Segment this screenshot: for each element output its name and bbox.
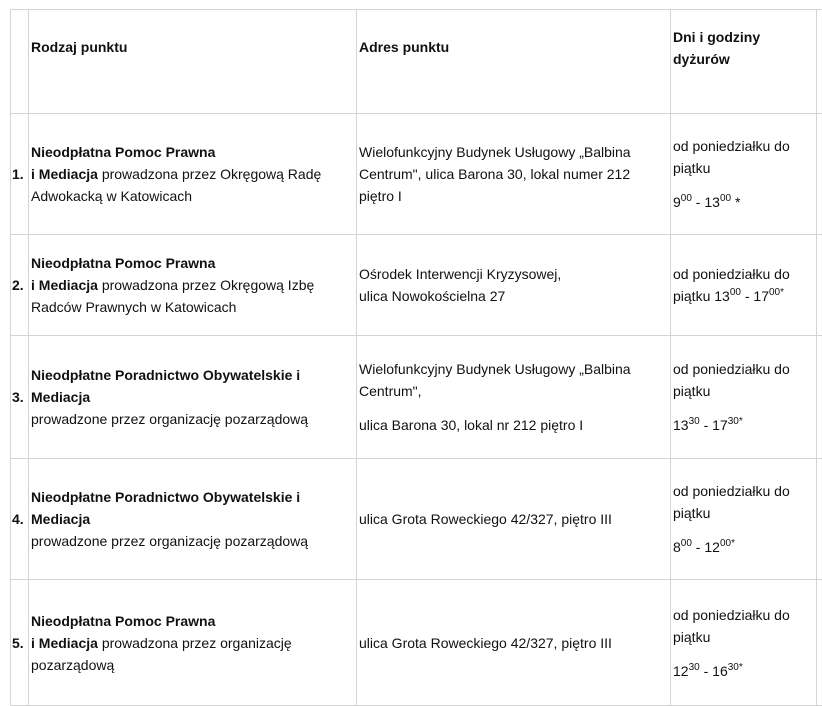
table-row <box>11 336 822 459</box>
point-type-bold-2: Mediacja <box>31 511 90 527</box>
point-type-bold: Nieodpłatna Pomoc Prawna <box>31 144 215 160</box>
extra-cell <box>817 336 822 459</box>
hours-time: $13^{30} - 17^{30*}$ <box>673 417 743 433</box>
point-hours-cell <box>671 459 817 580</box>
row-number: 2. <box>11 235 29 336</box>
point-address-cell <box>357 580 671 706</box>
point-type-desc: prowadzona przez Okręgową Radę Adwokacką w Katowicach <box>31 166 321 204</box>
extra-cell <box>817 235 822 336</box>
point-hours-cell <box>671 336 817 459</box>
hours-days: od poniedziałku do piątku <box>673 607 790 645</box>
hours-time: $8^{00} - 12^{00*}$ <box>673 539 735 555</box>
point-type-bold: Nieodpłatne Poradnictwo Obywatelskie i <box>31 489 300 505</box>
table-row <box>11 235 822 336</box>
table-row <box>11 114 822 235</box>
point-address-cell <box>357 235 671 336</box>
extra-cell <box>817 580 822 706</box>
point-address-cell <box>357 114 671 235</box>
header-address: Adres punktu <box>357 10 671 114</box>
point-address-line: Ośrodek Interwencji Kryzysowej, <box>359 266 561 282</box>
hours-days: od poniedziałku do piątku <box>673 361 790 399</box>
header-hours-line1: Dni i godziny <box>673 29 760 45</box>
point-type-cell <box>29 459 357 580</box>
hours-days: od poniedziałku do piątku <box>673 266 790 304</box>
extra-cell <box>817 459 822 580</box>
hours-days: od poniedziałku do piątku <box>673 138 790 176</box>
point-type-bold-2: i Mediacja <box>31 277 98 293</box>
row-number: 4. <box>11 459 29 580</box>
point-address-line: ulica Grota Roweckiego 42/327, piętro III <box>359 635 612 651</box>
duty-points-table <box>10 9 822 706</box>
header-hours <box>671 10 817 114</box>
extra-cell <box>817 114 822 235</box>
hours-time: $12^{30} - 16^{30*}$ <box>673 663 743 679</box>
header-type: Rodzaj punktu <box>29 10 357 114</box>
hours-days: od poniedziałku do piątku <box>673 483 790 521</box>
point-type-bold-2: i Mediacja <box>31 166 98 182</box>
hours-time: $13^{00} - 17^{00*}$ <box>714 288 784 304</box>
point-type-desc: prowadzona przez Okręgową Izbę Radców Prawnych w Katowicach <box>31 277 314 315</box>
point-type-cell <box>29 235 357 336</box>
point-type-desc: prowadzone przez organizację pozarządową <box>31 411 308 427</box>
point-hours-cell <box>671 235 817 336</box>
point-hours-cell <box>671 580 817 706</box>
table-header-row <box>11 10 822 114</box>
point-address-cell <box>357 336 671 459</box>
point-address-line-2: ulica Barona 30, lokal nr 212 piętro I <box>359 417 583 433</box>
point-type-bold-2: i Mediacja <box>31 635 98 651</box>
header-extra-cell <box>817 10 822 114</box>
point-type-desc: prowadzona przez organizację pozarządową <box>31 635 292 673</box>
point-type-cell <box>29 114 357 235</box>
row-number: 5. <box>11 580 29 706</box>
point-address-line: Wielofunkcyjny Budynek Usługowy „Balbina Centrum", <box>359 361 631 399</box>
point-type-bold: Nieodpłatna Pomoc Prawna <box>31 613 215 629</box>
table-row <box>11 459 822 580</box>
row-number: 3. <box>11 336 29 459</box>
point-address-line: ulica Grota Roweckiego 42/327, piętro III <box>359 511 612 527</box>
point-address-line-2: ulica Nowokościelna 27 <box>359 288 505 304</box>
row-number: 1. <box>11 114 29 235</box>
point-hours-cell <box>671 114 817 235</box>
table-row <box>11 580 822 706</box>
header-hours-line2: dyżurów <box>673 51 730 67</box>
point-type-bold: Nieodpłatna Pomoc Prawna <box>31 255 215 271</box>
point-type-bold-2: Mediacja <box>31 389 90 405</box>
point-type-cell <box>29 336 357 459</box>
point-address-cell <box>357 459 671 580</box>
point-address-line: Wielofunkcyjny Budynek Usługowy „Balbina Centrum", ulica Barona 30, lokal numer 212 piętro I <box>359 144 631 204</box>
hours-time: $9^{00} - 13^{00}$ * <box>673 194 740 210</box>
header-num-cell <box>11 10 29 114</box>
point-type-cell <box>29 580 357 706</box>
point-type-desc: prowadzone przez organizację pozarządową <box>31 533 308 549</box>
point-type-bold: Nieodpłatne Poradnictwo Obywatelskie i <box>31 367 300 383</box>
